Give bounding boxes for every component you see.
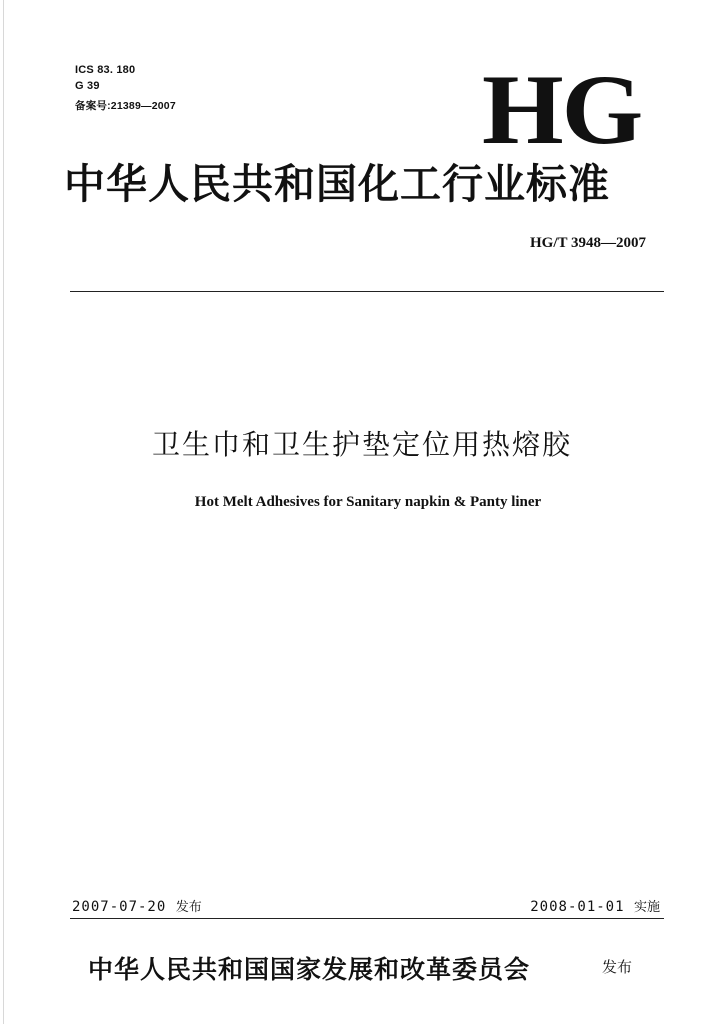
issuing-action: 发布 — [602, 958, 633, 976]
implementation-date-suffix: 实施 — [633, 900, 660, 915]
document-title-en: Hot Melt Adhesives for Sanitary napkin & Panty liner — [194, 494, 542, 510]
issue-date-value: 2007-07-20 — [72, 899, 167, 915]
hg-logo: HG — [482, 54, 642, 165]
classification-code: G 39 — [75, 80, 100, 92]
ics-code: ICS 83. 180 — [75, 64, 136, 76]
issuing-authority: 中华人民共和国国家发展和改革委员会 — [88, 955, 531, 984]
implementation-date-value: 2008-01-01 — [530, 899, 625, 915]
implementation-date — [530, 896, 660, 915]
bottom-divider — [70, 918, 664, 919]
scan-edge-line — [3, 0, 4, 1024]
issue-date-suffix: 发布 — [175, 900, 202, 915]
standard-number: HG/T 3948—2007 — [530, 235, 646, 251]
top-divider — [70, 291, 664, 292]
issue-date — [72, 896, 202, 915]
record-number: 备案号:21389—2007 — [75, 100, 176, 112]
document-title-zh: 卫生巾和卫生护垫定位用热熔胶 — [151, 428, 572, 461]
standard-type-title: 中华人民共和国化工行业标准 — [64, 160, 610, 208]
